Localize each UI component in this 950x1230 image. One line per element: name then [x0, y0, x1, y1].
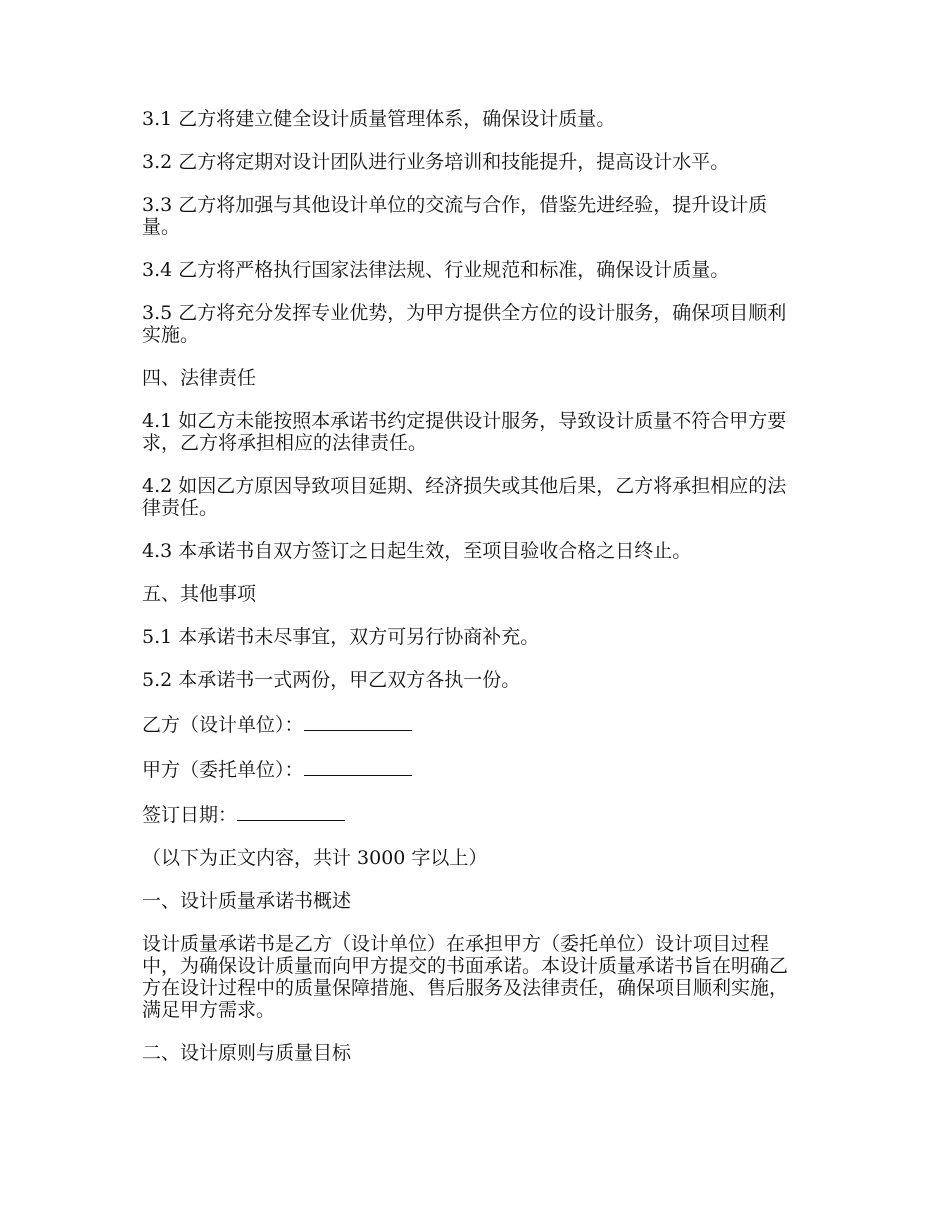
party-a-blank: [304, 757, 412, 776]
clause-4-1: 4.1 如乙方未能按照本承诺书约定提供设计服务，导致设计质量不符合甲方要求，乙方将承担相应的法律责任。: [142, 410, 787, 454]
date-blank: [237, 802, 345, 821]
signature-party-a: [142, 757, 798, 781]
clause-3-2: 3.2 乙方将定期对设计团队进行业务培训和技能提升，提高设计水平。: [142, 151, 730, 173]
clause-4-2: 4.2 如因乙方原因导致项目延期、经济损失或其他后果，乙方将承担相应的法律责任。: [142, 475, 787, 519]
party-b-label: 乙方（设计单位）：: [142, 714, 304, 736]
clause-3-3: 3.3 乙方将加强与其他设计单位的交流与合作，借鉴先进经验，提升设计质量。: [142, 194, 768, 238]
clause-4-3: 4.3 本承诺书自双方签订之日起生效，至项目验收合格之日终止。: [142, 540, 692, 562]
signature-date: [142, 802, 798, 826]
clause-3-4: 3.4 乙方将严格执行国家法律法规、行业规范和标准，确保设计质量。: [142, 259, 730, 281]
section-heading-other: 五、其他事项: [142, 583, 257, 605]
signature-party-b: [142, 712, 798, 736]
clause-3-1: 3.1 乙方将建立健全设计质量管理体系，确保设计质量。: [142, 108, 616, 130]
document-page: [142, 108, 798, 1085]
section-heading-overview: 一、设计质量承诺书概述: [142, 890, 352, 912]
clause-3-5: 3.5 乙方将充分发挥专业优势，为甲方提供全方位的设计服务，确保项目顺利实施。: [142, 302, 787, 346]
party-b-blank: [304, 712, 412, 731]
body-note: （以下为正文内容，共计 3000 字以上）: [142, 847, 488, 869]
overview-paragraph: 设计质量承诺书是乙方（设计单位）在承担甲方（委托单位）设计项目过程中，为确保设计质量而向甲方提交的书面承诺。本设计质量承诺书旨在明确乙方在设计过程中的质量保障措施、售后服务及法律责任，确保项目顺利实施，满足甲方需求。: [142, 933, 789, 1021]
section-heading-principles: 二、设计原则与质量目标: [142, 1042, 352, 1064]
party-a-label: 甲方（委托单位）：: [142, 759, 304, 781]
clause-5-1: 5.1 本承诺书未尽事宜，双方可另行协商补充。: [142, 626, 540, 648]
date-label: 签订日期：: [142, 804, 238, 826]
section-heading-legal: 四、法律责任: [142, 367, 257, 389]
clause-5-2: 5.2 本承诺书一式两份，甲乙双方各执一份。: [142, 669, 521, 691]
